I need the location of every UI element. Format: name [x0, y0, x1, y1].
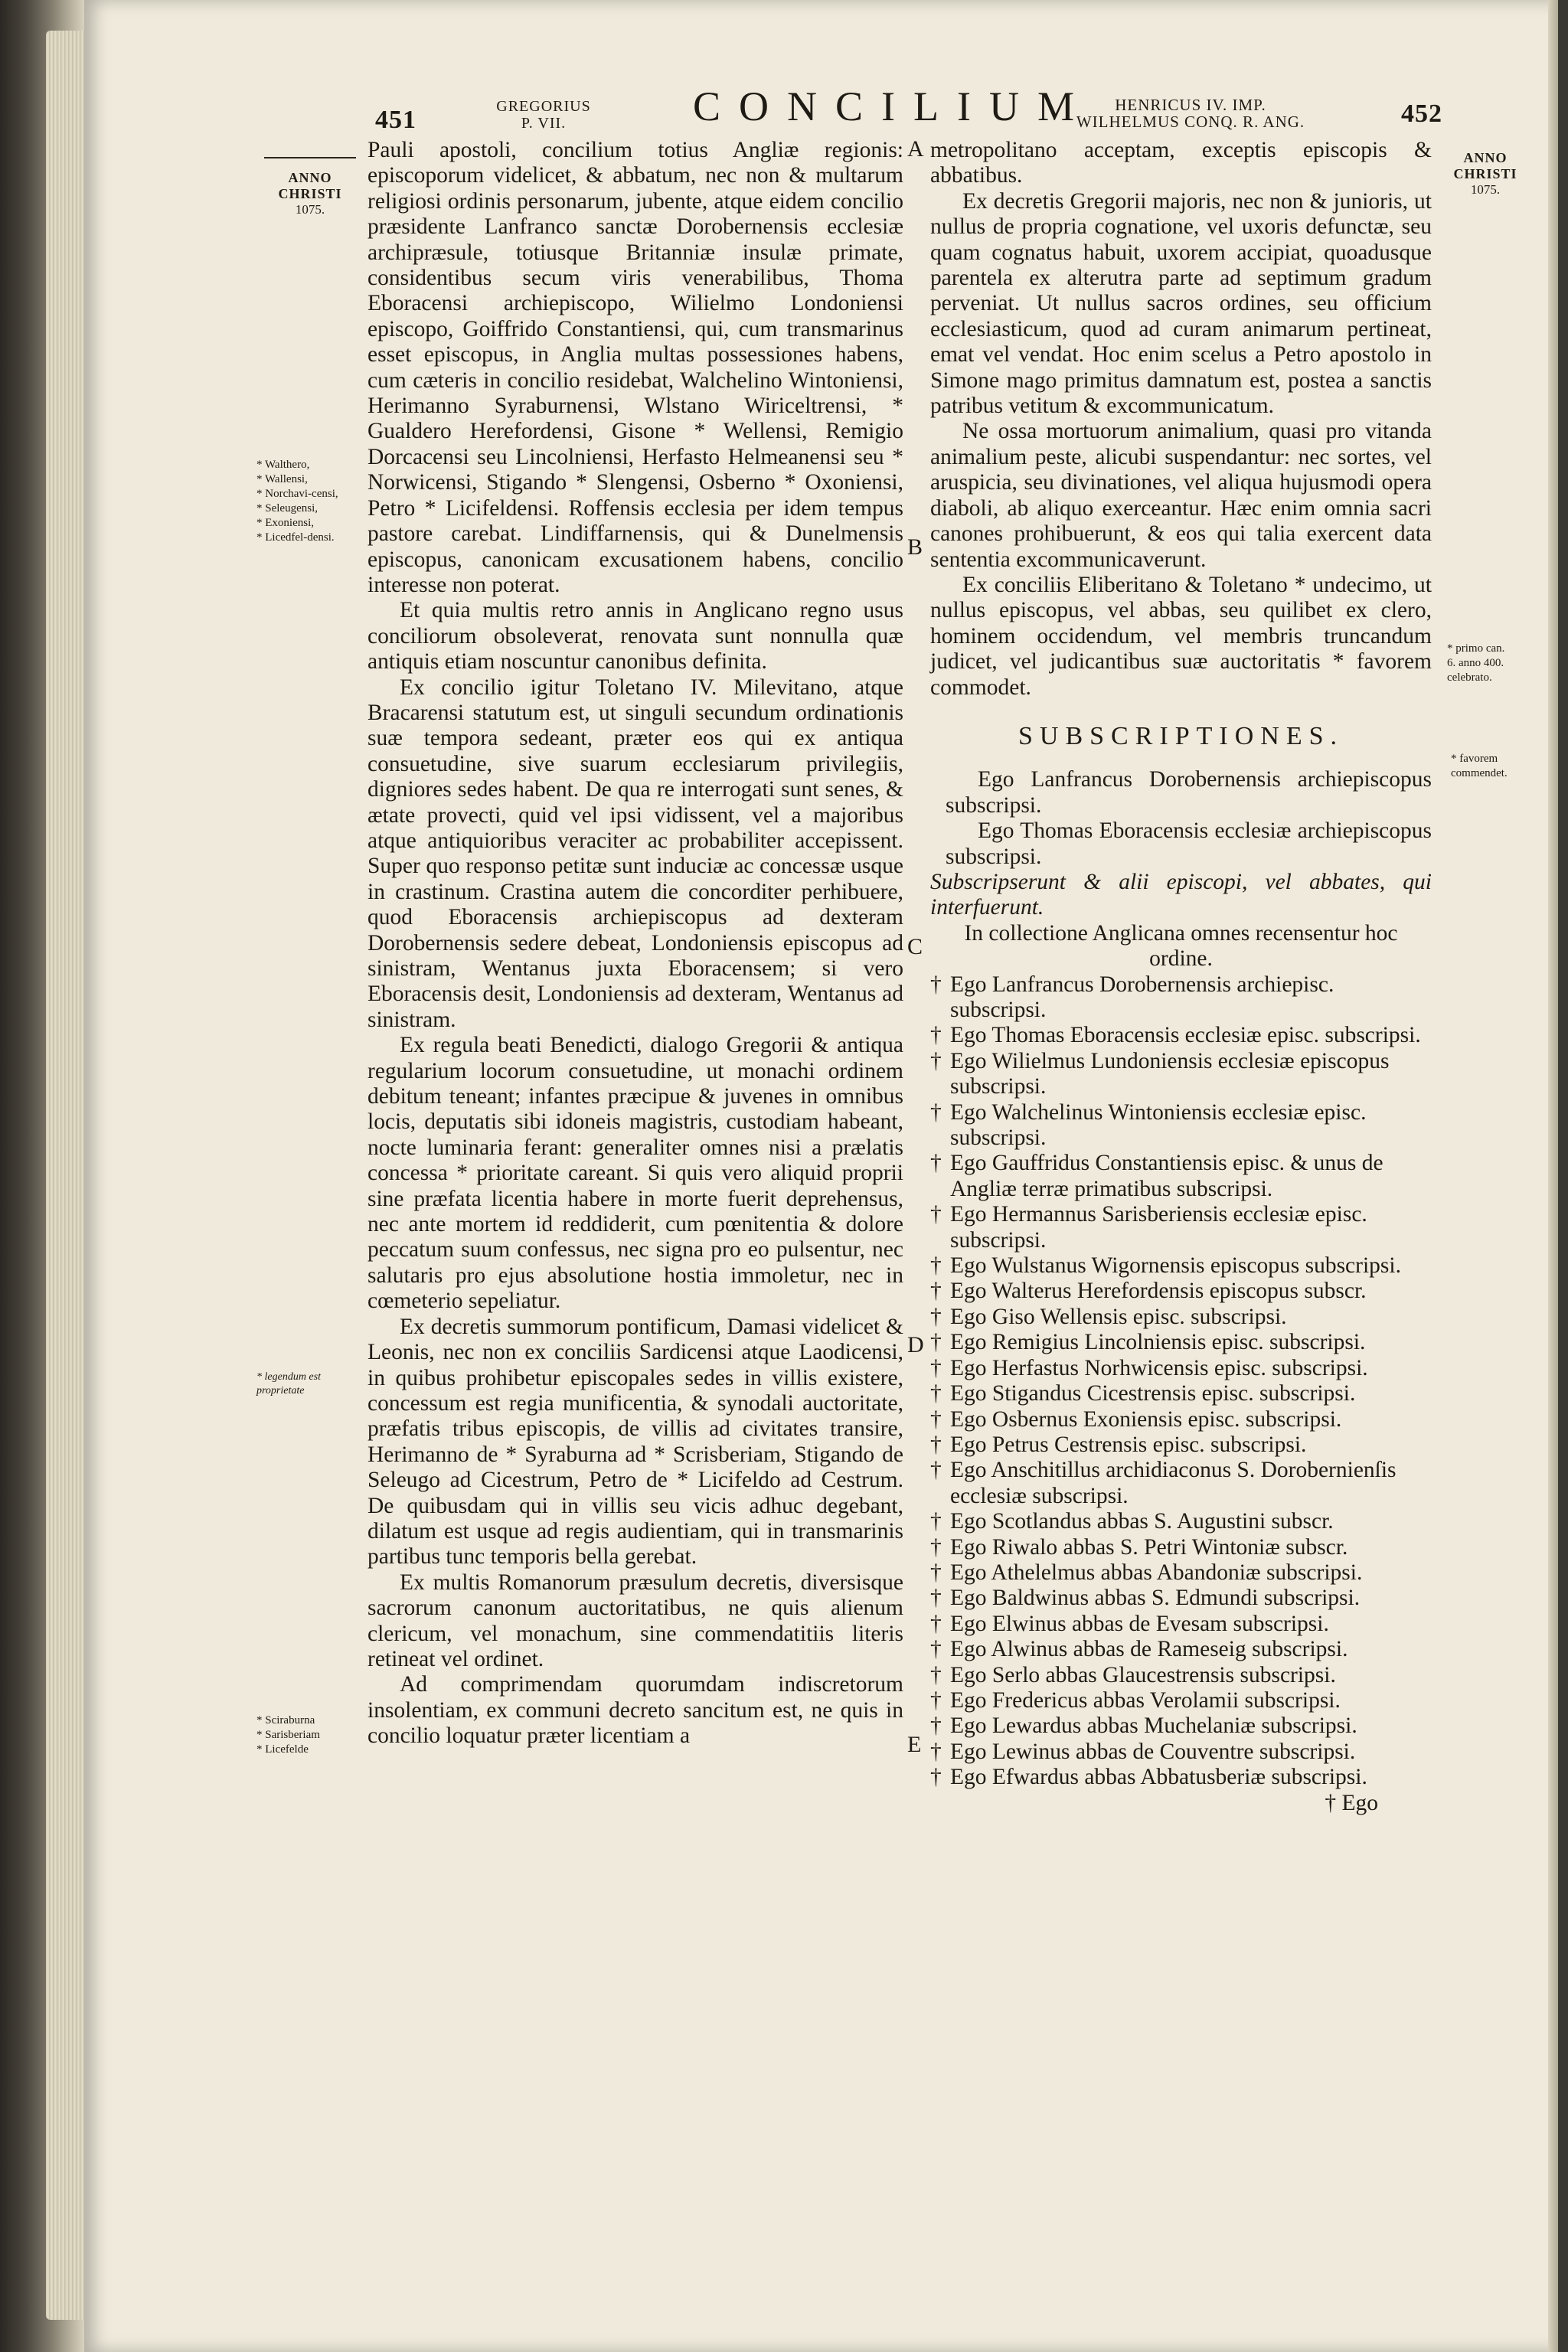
dagger-mark: †	[930, 1279, 942, 1304]
margin-note: 6. anno 400. celebrato.	[1447, 657, 1504, 684]
signatory-text: Ego Anschitillus archidiaconus S. Dorobernienſis ecclesiæ subscripsi.	[950, 1458, 1396, 1508]
signatory-text: Ego Thomas Eboracensis ecclesiæ episc. subscripsi.	[950, 1023, 1421, 1048]
section-letter-d: D	[907, 1332, 924, 1357]
dagger-mark: †	[930, 1048, 942, 1073]
running-head-left-bottom: P. VII.	[521, 115, 567, 132]
signatory-row	[930, 1202, 1432, 1253]
margin-note: * primo can.	[1447, 642, 1505, 655]
paragraph: Ne ossa mortuorum animalium, quasi pro vitanda animalium peste, alicubi suspendantur: nec sortes, vel aruspicia, seu divinationes, vel aliqua hujusmodi opera diaboli, ab aliquo exerceantur. Hæc enim omnia sacri canones prohibuerunt, & eos qui talia exercent data sententia excommunicaverunt.	[930, 419, 1432, 572]
signatory-text: Ego Remigius Lincolniensis episc. subscripsi.	[950, 1330, 1366, 1355]
paragraph: Ex concilio igitur Toletano IV. Milevitano, atque Bracarensi statutum est, ut singuli secundum ordinationis suæ tempora sedeant, præter eos qui ex antiqua consuetudine, sive suarum ecclesiarum privilegiis, digniores sedes habent. De qua re interrogati sunt senes, & ætate provecti, quid vel ipsi vidissent, vel a majoribus atque antiquioribus veraciter ac probabiliter accepissent. Super quo responso petitæ sunt induciæ ac concessæ usque in crastinum. Crastina autem die concorditer perhibuere, quod Eboracensis archiepiscopus ad dexteram Dorobernensis sedere debeat, Londoniensis episcopus ad sinistram, Wentanus juxta Eboracensem; si vero Eboracensis desit, Londoniensis ad dexteram, Wentanus ad sinistram.	[368, 675, 903, 1032]
signatory-text: Ego Herfastus Norhwicensis episc. subscripsi.	[950, 1355, 1368, 1380]
signatory-row	[930, 1279, 1432, 1304]
signatory-text: Ego Hermannus Sarisberiensis ecclesiæ episc. subscripsi.	[950, 1202, 1367, 1253]
signatory-row	[930, 1151, 1432, 1202]
signatory-text: Ego Scotlandus abbas S. Augustini subscr.	[950, 1509, 1334, 1534]
dagger-mark: †	[930, 1509, 942, 1534]
running-head-right	[1041, 96, 1340, 130]
anno-label: ANNO	[288, 170, 332, 185]
dagger-mark: †	[930, 1099, 942, 1125]
paragraph: Ex decretis Gregorii majoris, nec non & junioris, ut nullus de propria cognatione, vel uxoris defunctæ, seu quam cognatus habuit, uxorem accipiat, quoadusque parentela ex alterutra parte ad septimum gradum perveniat. Ut nullus sacros ordines, seu officium ecclesiasticum, quod ad curam animarum pertineat, emat vel vendat. Hoc enim scelus a Petro apostolo in Simone mago primitus damnatum est, postea a sanctis patribus vetitum & excommunicatum.	[930, 188, 1432, 419]
section-letter-e: E	[907, 1732, 922, 1757]
signatory-text: Ego Stigandus Cicestrensis episc. subscripsi.	[950, 1381, 1356, 1406]
christi-label: CHRISTI	[1453, 166, 1517, 181]
signatory-row	[930, 1740, 1432, 1765]
catchword: † Ego	[1325, 1790, 1378, 1815]
signatory-row	[930, 1688, 1432, 1713]
dagger-mark: †	[930, 1687, 942, 1713]
signatory-text: Ego Lewardus abbas Muchelaniæ subscripsi.	[950, 1713, 1357, 1739]
signatory-row	[930, 1535, 1432, 1560]
signatory-row	[930, 1586, 1432, 1611]
signatory-text: Ego Petrus Cestrensis episc. subscripsi.	[950, 1432, 1307, 1457]
signatory-text: Ego Baldwinus abbas S. Edmundi subscripsi.	[950, 1586, 1361, 1611]
margin-note-favorem: * favorem commendet.	[1451, 753, 1508, 779]
signatory-text: Ego Fredericus abbas Verolamii subscripsi.	[950, 1687, 1341, 1713]
dagger-mark: †	[930, 1304, 942, 1329]
margin-note: * Licedfel-densi.	[256, 531, 335, 544]
page-right-edge	[1548, 0, 1558, 2352]
signatory-text: Ego Efwardus abbas Abbatusberiæ subscripsi.	[950, 1765, 1367, 1790]
signatory-row	[930, 1713, 1432, 1739]
dagger-mark: †	[930, 1432, 942, 1457]
signatory-row	[930, 1458, 1432, 1509]
signatory-row	[930, 972, 1432, 1024]
margin-note: * Licefelde	[256, 1743, 309, 1756]
dagger-mark: †	[930, 1202, 942, 1227]
signatory-row	[930, 1432, 1432, 1458]
margin-note: * Exoniensi,	[256, 517, 314, 529]
margin-notes-left	[256, 458, 352, 545]
margin-note: * Sarisberiam	[256, 1729, 320, 1741]
main-subscription: Ego Thomas Eboracensis ecclesiæ archiepiscopus subscripsi.	[946, 818, 1432, 869]
paragraph: Ex conciliis Eliberitano & Toletano * undecimo, ut nullus episcopus, vel abbas, seu quilibet ex clero, hominem occidendum, vel membris truncandum judicet, vel judicantibus suæ auctoritatis * favorem commodet.	[930, 572, 1432, 700]
margin-note: * Sciraburna	[256, 1714, 315, 1726]
signatory-text: Ego Osbernus Exoniensis episc. subscripsi.	[950, 1406, 1342, 1432]
signatory-list	[930, 972, 1432, 1791]
dagger-mark: †	[930, 1534, 942, 1560]
signatory-row	[930, 1356, 1432, 1381]
signatory-text: Ego Walterus Herefordensis episcopus subscr.	[950, 1279, 1367, 1304]
section-letter-b: B	[907, 534, 923, 560]
margin-notes-left-bottom	[256, 1713, 352, 1757]
margin-note-legendum: * legendum est proprietate	[256, 1371, 321, 1396]
margin-year-left	[256, 170, 364, 217]
book-page	[84, 0, 1558, 2352]
dagger-mark: †	[930, 1406, 942, 1432]
signatory-row	[930, 1100, 1432, 1152]
signatory-row	[930, 1407, 1432, 1432]
anno-label: ANNO	[1463, 150, 1508, 165]
running-head-right-top: HENRICUS IV. IMP.	[1115, 96, 1266, 114]
year-label: 1075.	[295, 202, 325, 217]
signatory-text: Ego Serlo abbas Glaucestrensis subscripsi.	[950, 1662, 1336, 1687]
right-column	[930, 138, 1432, 1816]
signatory-text: Ego Giso Wellensis episc. subscripsi.	[950, 1304, 1287, 1329]
paragraph: Ex regula beati Benedicti, dialogo Gregorii & antiqua regularium locorum consuetudine, ut monachi ordinem debitum teneant; infantes præcipue & juvenes in omnibus locis, deputatis sibi idoneis magistris, custodiam habeant, nocte luminaria ferant: generaliter omnes nisi a prælatis concessa * prioritate careant. Si quis vero aliquid proprii sine præfata licentia habere in morte fuerit deprehensus, nec ante mortem id reddiderit, cum pœnitentia & dolore peccatum suum confessus, nec signa pro eo pulsentur, nec salutaris pro ejus absolutione hostia immoletur, nec in cœmeterio sepeliatur.	[368, 1033, 903, 1314]
dagger-mark: †	[930, 972, 942, 997]
signatory-row	[930, 1637, 1432, 1662]
dagger-mark: †	[930, 1713, 942, 1739]
paragraph: metropolitano acceptam, exceptis episcopis & abbatibus.	[930, 138, 1432, 188]
margin-rule-left	[264, 157, 356, 158]
margin-note: * Wallensi,	[256, 473, 308, 485]
dagger-mark: †	[930, 1637, 942, 1662]
page-number-right: 452	[1401, 100, 1442, 128]
dagger-mark: †	[930, 1560, 942, 1585]
margin-note: * Seleugensi,	[256, 502, 318, 514]
section-letter-c: C	[907, 934, 923, 959]
dagger-mark: †	[930, 1151, 942, 1176]
signatory-text: Ego Riwalo abbas S. Petri Wintoniæ subscr.	[950, 1534, 1348, 1560]
signatory-row	[930, 1509, 1432, 1534]
dagger-mark: †	[930, 1765, 942, 1790]
section-letter-a: A	[907, 136, 924, 162]
signatory-row	[930, 1560, 1432, 1586]
dagger-mark: †	[930, 1458, 942, 1483]
paragraph: Et quia multis retro annis in Anglicano regno usus conciliorum obsoleverat, renovata sunt nonnulla quæ antiquis etiam noscuntur canonibus definita.	[368, 598, 903, 675]
dagger-mark: †	[930, 1739, 942, 1764]
paragraph: Pauli apostoli, concilium totius Angliæ regionis: episcoporum videlicet, & abbatum, nec non & multarum religiosi ordinis personarum, jubente, atque eidem concilio præsidente Lanfranco sanctæ Dorobernensis ecclesiæ archipræsule, totiusque Britanniæ insulæ primate, considentibus secum viris venerabilibus, Thoma Eboracensi archiepiscopo, Wilielmo Londoniensi episcopo, Goiffrido Constantiensi, qui, cum transmarinus esset episcopus, in Anglia multas possessiones habens, cum cæteris in concilio residebat, Walchelino Wintoniensi, Herimanno Syraburnensi, Wlstano Wiriceltrensi, * Gualdero Herefordensi, Gisone * Wellensi, Remigio Dorcacensi seu Lincolniensi, Herfasto Helmeanensi seu * Norwicensi, Stigando * Slengensi, Osberno * Oxoniensi, Petro * Licifeldensi. Roffensis ecclesia per idem tempus pastore carebat. Lindiffarnensis, qui & Dunelmensis episcopus, canonicam excusationem habens, concilio interesse non poterat.	[368, 138, 903, 597]
running-head-right-bottom: WILHELMUS CONQ. R. ANG.	[1076, 113, 1305, 131]
paragraph: Ex multis Romanorum præsulum decretis, diversisque sacrorum canonum auctoritatibus, ne quis alienum clericum, vel monachum, sine commendatitiis literis retineat vel ordinet.	[368, 1570, 903, 1671]
dagger-mark: †	[930, 1662, 942, 1687]
subscriptiones-heading: SUBSCRIPTIONES.	[1018, 721, 1344, 750]
signatory-row	[930, 1305, 1432, 1330]
dagger-mark: †	[930, 1023, 942, 1048]
signatory-text: Ego Lanfrancus Dorobernensis archiepisc. subscripsi.	[950, 972, 1334, 1022]
signatory-row	[930, 1023, 1432, 1048]
signatory-row	[930, 1381, 1432, 1406]
dagger-mark: †	[930, 1611, 942, 1636]
margin-year-right	[1439, 150, 1531, 198]
page-number-left: 451	[375, 106, 416, 134]
signatory-text: Ego Athelelmus abbas Abandoniæ subscripsi.	[950, 1560, 1363, 1585]
signatory-text: Ego Walchelinus Wintoniensis ecclesiæ episc. subscripsi.	[950, 1099, 1367, 1151]
dagger-mark: †	[930, 1253, 942, 1279]
signatory-row	[930, 1049, 1432, 1100]
margin-note: * Norchavi-censi,	[256, 488, 338, 500]
paragraph: Ex decretis summorum pontificum, Damasi videlicet & Leonis, nec non ex conciliis Sardicensi atque Laodicensi, in quibus prohibetur episcopales sedes in villis existere, concessum est regia munificentia, & synodali auctoritate, præfatis tribus episcopis, de villis ad civitates transire, Herimanno de * Syraburna ad * Scrisberiam, Stigando de Seleugo ad Cicestrum, Petro de * Licifeldo ad Cestrum. De quibusdam qui in villis seu vicis adhuc degebant, dilatum est usque ad regis audientiam, qui in transmarinis partibus tunc temporis bella gerebat.	[368, 1314, 903, 1570]
signatory-row	[930, 1663, 1432, 1688]
paragraph: Ad comprimendam quorumdam indiscretorum insolentiam, ex communi decreto sancitum est, ne quis in concilio loquatur præter licentiam a	[368, 1672, 903, 1749]
collection-note: In collectione Anglicana omnes recensentur hoc ordine.	[964, 920, 1398, 972]
margin-note: * Walthero,	[256, 459, 310, 471]
dagger-mark: †	[930, 1330, 942, 1355]
signatory-text: Ego Lewinus abbas de Couventre subscripsi.	[950, 1739, 1356, 1764]
year-label: 1075.	[1470, 182, 1501, 197]
signatory-text: Ego Alwinus abbas de Rameseig subscripsi.	[950, 1637, 1348, 1662]
signatory-row	[930, 1253, 1432, 1279]
signatory-row	[930, 1330, 1432, 1355]
main-subscription: Ego Lanfrancus Dorobernensis archiepiscopus subscripsi.	[946, 767, 1432, 818]
dagger-mark: †	[930, 1381, 942, 1406]
dagger-mark: †	[930, 1355, 942, 1380]
running-head-left	[482, 98, 605, 132]
left-column	[368, 138, 903, 1749]
christi-label: CHRISTI	[278, 186, 342, 201]
signatory-row	[930, 1612, 1432, 1637]
dagger-mark: †	[930, 1586, 942, 1611]
signatory-row	[930, 1765, 1432, 1790]
signatory-text: Ego Wilielmus Lundoniensis ecclesiæ episcopus subscripsi.	[950, 1048, 1390, 1099]
margin-notes-right	[1447, 642, 1539, 685]
italic-note: Subscripserunt & alii episcopi, vel abbates, qui interfuerunt.	[930, 869, 1432, 920]
signatory-text: Ego Elwinus abbas de Evesam subscripsi.	[950, 1611, 1329, 1636]
signatory-text: Ego Wulstanus Wigornensis episcopus subscripsi.	[950, 1253, 1401, 1279]
signatory-text: Ego Gauffridus Constantiensis episc. & unus de Angliæ terræ primatibus subscripsi.	[950, 1151, 1383, 1201]
running-head-left-top: GREGORIUS	[496, 98, 591, 115]
running-title: CONCILIUM	[693, 83, 1093, 129]
